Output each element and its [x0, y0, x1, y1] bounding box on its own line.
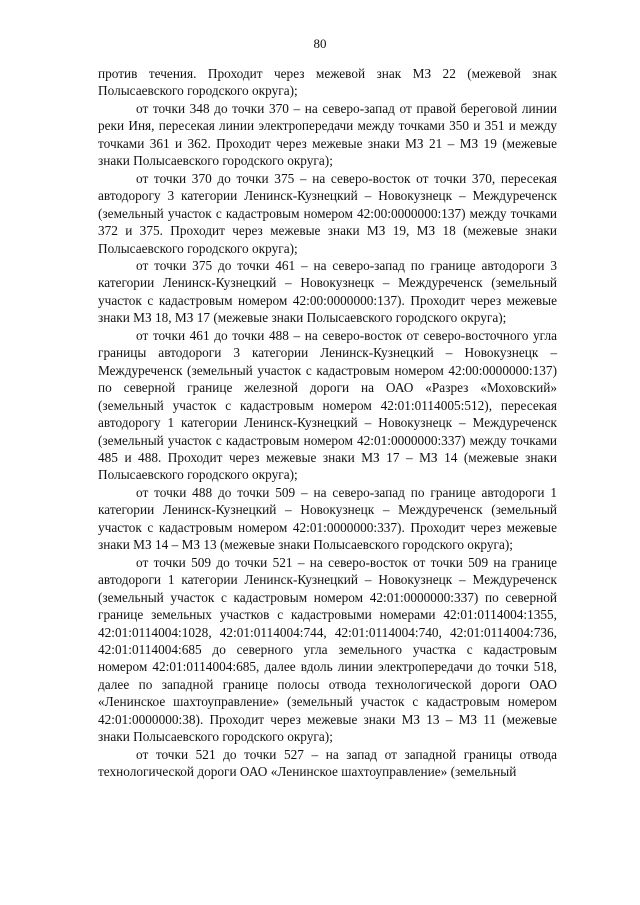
paragraph-segment-461-488: от точки 461 до точки 488 – на северо-восток от северо-восточного угла границы автодороги 3 категории Ленинск-Кузнецкий – Новокузнецк – Междуреченск (земельный участок с кадастровым номером 42:00:0000000:137) по северной границе железной дороги на ОАО «Разрез «Моховский» (земельный участок с кадастровым номером 42:01:0114005:512), пересекая автодорогу 1 категории Ленинск-Кузнецкий – Новокузнецк – Междуреченск (земельный участок с кадастровым номером 42:01:0000000:337) между точками 485 и 488. Проходит через межевые знаки МЗ 17 – МЗ 14 (межевые знаки Полысаевского городского округа);: [98, 327, 557, 483]
page-number: 80: [313, 36, 327, 51]
document-body: [98, 65, 557, 781]
paragraph-segment-509-521: от точки 509 до точки 521 – на северо-восток от точки 509 на границе автодороги 1 категории Ленинск-Кузнецкий – Новокузнецк – Междуреченск (земельный участок с кадастровым номером 42:01:0000000:337) по северной границе земельных участков с кадастровыми номерами 42:01:0114004:1355, 42:01:0114004:1028, 42:01:0114004:744, 42:01:0114004:740, 42:01:0114004:736, 42:01:0114004:685 до северного угла земельного участка с кадастровым номером 42:01:0114004:685, далее вдоль линии электропередачи до точки 518, далее по западной границе полосы отвода технологической дороги ОАО «Ленинское шахтоуправление» (земельный участок с кадастровым номером 42:01:0000000:38). Проходит через межевые знаки МЗ 13 – МЗ 11 (межевые знаки Полысаевского городского округа);: [98, 554, 557, 745]
paragraph-segment-348-370: от точки 348 до точки 370 – на северо-запад от правой береговой линии реки Иня, пересекая линии электропередачи между точками 350 и 351 и между точками 361 и 362. Проходит через межевые знаки МЗ 21 – МЗ 19 (межевые знаки Полысаевского городского округа);: [98, 100, 557, 169]
paragraph-segment-521-527: от точки 521 до точки 527 – на запад от западной границы отвода технологической дороги ОАО «Ленинское шахтоуправление» (земельный: [98, 746, 557, 780]
paragraph-continuation: против течения. Проходит через межевой знак МЗ 22 (межевой знак Полысаевского городского округа);: [98, 66, 557, 99]
paragraph-segment-375-461: от точки 375 до точки 461 – на северо-запад по границе автодороги 3 категории Ленинск-Кузнецкий – Новокузнецк – Междуреченск (земельный участок с кадастровым номером 42:00:0000000:137). Проходит через межевые знаки МЗ 18, МЗ 17 (межевые знаки Полысаевского городского округа);: [98, 257, 557, 326]
paragraph-segment-370-375: от точки 370 до точки 375 – на северо-восток от точки 370, пересекая автодорогу 3 категории Ленинск-Кузнецкий – Новокузнецк – Междуреченск (земельный участок с кадастровым номером 42:00:0000000:137) между точками 372 и 375. Проходит через межевые знаки МЗ 19, МЗ 18 (межевые знаки Полысаевского городского округа);: [98, 170, 557, 256]
paragraph-segment-488-509: от точки 488 до точки 509 – на северо-запад по границе автодороги 1 категории Ленинск-Кузнецкий – Новокузнецк – Междуреченск (земельный участок с кадастровым номером 42:01:0000000:337). Проходит через межевые знаки МЗ 14 – МЗ 13 (межевые знаки Полысаевского городского округа);: [98, 484, 557, 553]
